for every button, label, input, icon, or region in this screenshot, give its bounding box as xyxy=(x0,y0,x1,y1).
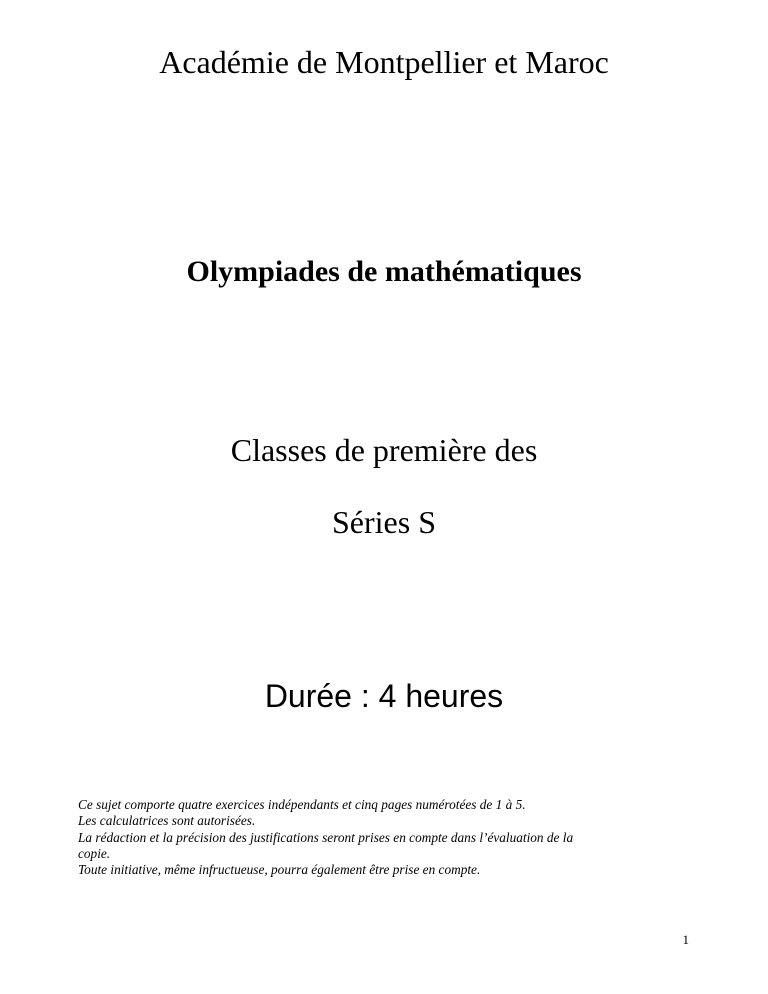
instruction-line: Ce sujet comporte quatre exercices indépendants et cinq pages numérotées de 1 à 5. xyxy=(78,797,526,812)
exam-duration: Durée : 4 heures xyxy=(264,678,504,714)
instruction-line: La rédaction et la précision des justifications seront prises en compte dans l’évaluation de la xyxy=(78,829,574,845)
exam-title: Olympiades de mathématiques xyxy=(186,255,582,288)
instruction-line: Les calculatrices sont autorisées. xyxy=(78,813,256,829)
instruction-line: Toute initiative, même infructueuse, pourra également être prise en compte. xyxy=(78,862,481,878)
class-level-line: Classes de première des xyxy=(230,432,538,468)
series-line: Séries S xyxy=(332,504,436,540)
page-number: 1 xyxy=(682,932,689,947)
instruction-line: copie. xyxy=(78,845,111,861)
academy-heading: Académie de Montpellier et Maroc xyxy=(159,44,609,80)
exam-instructions xyxy=(78,797,676,878)
